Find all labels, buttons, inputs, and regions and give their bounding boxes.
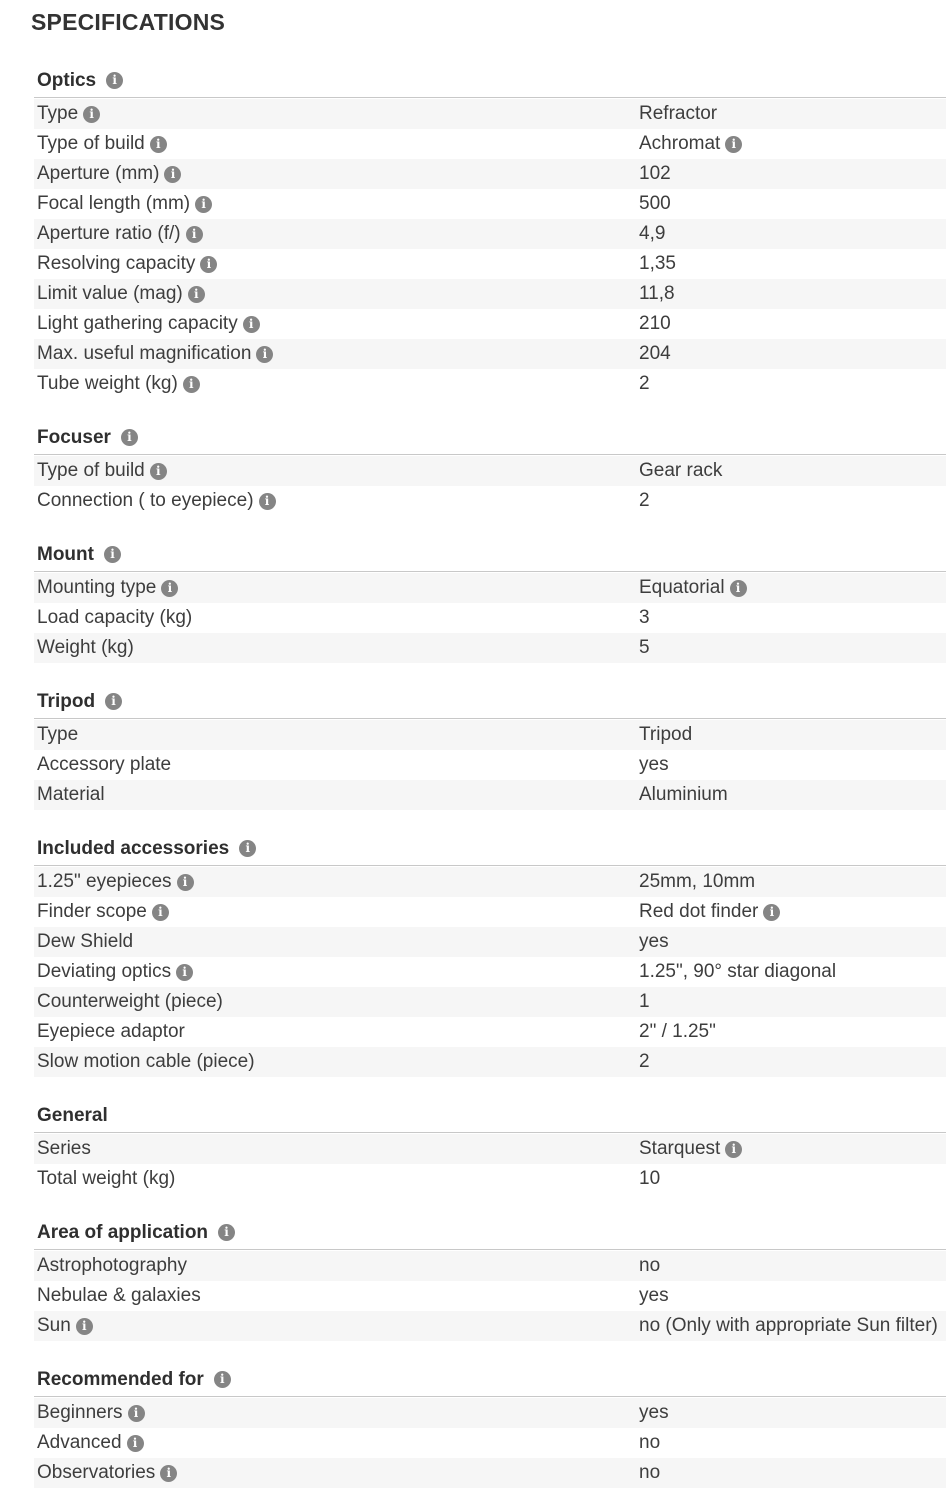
spec-label (34, 991, 639, 1013)
section-gap (34, 399, 946, 421)
spec-label-text: Astrophotography (37, 1255, 187, 1276)
section-title: Optics (37, 69, 97, 91)
section-rows (34, 455, 946, 516)
info-icon[interactable]: i (725, 136, 742, 153)
section-title: Recommended for (37, 1368, 204, 1390)
spec-label-text: Eyepiece adaptor (37, 1021, 185, 1042)
info-icon[interactable]: i (121, 429, 138, 446)
spec-row (34, 867, 946, 897)
info-icon[interactable]: i (160, 1465, 177, 1482)
spec-section (34, 685, 946, 810)
spec-label-text: Load capacity (kg) (37, 607, 193, 628)
spec-label-text: Type (37, 103, 79, 124)
spec-row (34, 1281, 946, 1311)
spec-label (34, 223, 639, 245)
spec-label-text: 1.25" eyepieces (37, 871, 172, 892)
info-icon[interactable]: i (127, 1435, 144, 1452)
spec-value (639, 283, 946, 305)
spec-row (34, 603, 946, 633)
spec-label-text: Aperture ratio (f/) (37, 223, 181, 244)
info-icon[interactable]: i (164, 166, 181, 183)
spec-section (34, 421, 946, 516)
spec-value (639, 193, 946, 215)
spec-row (34, 1164, 946, 1194)
spec-label-text: Max. useful magnification (37, 343, 252, 364)
section-title: Included accessories (37, 837, 230, 859)
spec-value (639, 313, 946, 335)
spec-row (34, 456, 946, 486)
spec-row (34, 1017, 946, 1047)
spec-value (639, 931, 946, 953)
spec-label (34, 283, 639, 305)
spec-value (639, 1168, 946, 1190)
spec-label (34, 1255, 639, 1277)
spec-label-text: Weight (kg) (37, 637, 134, 658)
spec-value (639, 961, 946, 983)
spec-value-text: 500 (639, 193, 671, 214)
spec-label (34, 577, 639, 599)
spec-row (34, 339, 946, 369)
spec-label (34, 961, 639, 983)
section-rows (34, 1133, 946, 1194)
info-icon[interactable]: i (150, 463, 167, 480)
section-rows (34, 719, 946, 810)
spec-value (639, 373, 946, 395)
section-header (34, 685, 946, 719)
spec-row (34, 1134, 946, 1164)
spec-label-text: Total weight (kg) (37, 1168, 176, 1189)
spec-row (34, 1398, 946, 1428)
spec-label-text: Limit value (mag) (37, 283, 183, 304)
spec-row (34, 927, 946, 957)
section-header (34, 832, 946, 866)
spec-row (34, 1311, 946, 1341)
spec-value-text: Red dot finder (639, 901, 759, 922)
spec-value (639, 871, 946, 893)
spec-value (639, 1462, 946, 1484)
spec-label-text: Sun (37, 1315, 71, 1336)
section-header (34, 64, 946, 98)
spec-value (639, 1051, 946, 1073)
spec-label (34, 253, 639, 275)
spec-value-text: yes (639, 754, 669, 775)
info-icon[interactable]: i (256, 346, 273, 363)
spec-value-text: Tripod (639, 724, 693, 745)
spec-row (34, 1047, 946, 1077)
section-gap (34, 663, 946, 685)
spec-value-text: 1 (639, 991, 650, 1012)
spec-value (639, 1315, 946, 1337)
info-icon[interactable]: i (218, 1224, 235, 1241)
info-icon[interactable]: i (259, 493, 276, 510)
spec-label (34, 607, 639, 629)
spec-section (34, 832, 946, 1077)
section-title: Mount (37, 543, 94, 565)
spec-label-text: Slow motion cable (piece) (37, 1051, 255, 1072)
spec-label (34, 460, 639, 482)
spec-value (639, 490, 946, 512)
spec-value (639, 253, 946, 275)
info-icon[interactable]: i (239, 840, 256, 857)
spec-label (34, 1168, 639, 1190)
info-icon[interactable]: i (730, 580, 747, 597)
info-icon[interactable]: i (763, 904, 780, 921)
section-rows (34, 1250, 946, 1341)
section-header (34, 421, 946, 455)
section-title: Focuser (37, 426, 111, 448)
spec-label (34, 1021, 639, 1043)
spec-value-text: 3 (639, 607, 650, 628)
spec-label (34, 784, 639, 806)
spec-value (639, 784, 946, 806)
spec-value-text: Aluminium (639, 784, 728, 805)
spec-label-text: Deviating optics (37, 961, 172, 982)
spec-label (34, 871, 639, 893)
spec-row (34, 633, 946, 663)
spec-label (34, 313, 639, 335)
spec-value (639, 607, 946, 629)
info-icon[interactable]: i (177, 874, 194, 891)
spec-label (34, 343, 639, 365)
spec-section (34, 538, 946, 663)
spec-label (34, 931, 639, 953)
spec-label-text: Tube weight (kg) (37, 373, 178, 394)
section-title: General (37, 1104, 108, 1126)
spec-value (639, 460, 946, 482)
info-icon[interactable]: i (214, 1371, 231, 1388)
spec-value-text: 5 (639, 637, 650, 658)
section-header (34, 538, 946, 572)
section-gap (34, 516, 946, 538)
spec-value-text: 102 (639, 163, 671, 184)
section-title: Area of application (37, 1221, 209, 1243)
spec-row (34, 189, 946, 219)
info-icon[interactable]: i (104, 546, 121, 563)
info-icon[interactable]: i (195, 196, 212, 213)
spec-label (34, 490, 639, 512)
spec-value (639, 724, 946, 746)
spec-label-text: Advanced (37, 1432, 122, 1453)
spec-label (34, 133, 639, 155)
spec-row (34, 159, 946, 189)
spec-label-text: Beginners (37, 1402, 123, 1423)
spec-value-text: 4,9 (639, 223, 666, 244)
spec-value (639, 163, 946, 185)
spec-value (639, 223, 946, 245)
spec-value-text: 2 (639, 490, 650, 511)
spec-value-text: yes (639, 1402, 669, 1423)
spec-row (34, 486, 946, 516)
spec-label-text: Observatories (37, 1462, 156, 1483)
section-rows (34, 1397, 946, 1488)
info-icon[interactable]: i (83, 106, 100, 123)
info-icon[interactable]: i (725, 1141, 742, 1158)
spec-label-text: Dew Shield (37, 931, 134, 952)
section-title: Tripod (37, 690, 96, 712)
spec-label-text: Finder scope (37, 901, 147, 922)
section-gap (34, 810, 946, 832)
spec-label-text: Counterweight (piece) (37, 991, 223, 1012)
spec-row (34, 987, 946, 1017)
spec-label (34, 1138, 639, 1160)
section-gap (34, 1077, 946, 1099)
spec-value-text: 1.25", 90° star diagonal (639, 961, 837, 982)
spec-value (639, 103, 946, 125)
spec-row (34, 957, 946, 987)
info-icon[interactable]: i (161, 580, 178, 597)
info-icon[interactable]: i (243, 316, 260, 333)
spec-value (639, 577, 946, 599)
spec-value (639, 343, 946, 365)
spec-label-text: Type (37, 724, 79, 745)
spec-label (34, 754, 639, 776)
info-icon[interactable]: i (128, 1405, 145, 1422)
spec-label-text: Focal length (mm) (37, 193, 191, 214)
spec-value-text: 2 (639, 1051, 650, 1072)
section-gap (34, 1341, 946, 1363)
spec-label (34, 1402, 639, 1424)
spec-section (34, 64, 946, 399)
spec-row (34, 249, 946, 279)
spec-label (34, 1432, 639, 1454)
spec-section (34, 1099, 946, 1194)
section-rows (34, 572, 946, 663)
spec-label (34, 1285, 639, 1307)
spec-value-text: Starquest (639, 1138, 721, 1159)
spec-value-text: 204 (639, 343, 671, 364)
spec-label-text: Type of build (37, 133, 145, 154)
spec-value-text: no (Only with appropriate Sun filter) (639, 1315, 938, 1336)
spec-value-text: 1,35 (639, 253, 676, 274)
info-icon[interactable]: i (183, 376, 200, 393)
spec-label-text: Aperture (mm) (37, 163, 160, 184)
info-icon[interactable]: i (76, 1318, 93, 1335)
spec-label-text: Mounting type (37, 577, 157, 598)
spec-value (639, 1021, 946, 1043)
spec-value (639, 133, 946, 155)
spec-value-text: yes (639, 1285, 669, 1306)
spec-label-text: Type of build (37, 460, 145, 481)
spec-label (34, 901, 639, 923)
spec-value-text: 2 (639, 373, 650, 394)
spec-label (34, 1315, 639, 1337)
spec-row (34, 369, 946, 399)
spec-value (639, 1255, 946, 1277)
spec-value (639, 1138, 946, 1160)
spec-value-text: 2" / 1.25" (639, 1021, 716, 1042)
spec-label (34, 163, 639, 185)
spec-value-text: 11,8 (639, 283, 675, 304)
spec-value (639, 991, 946, 1013)
spec-value-text: 25mm, 10mm (639, 871, 756, 892)
section-rows (34, 866, 946, 1077)
spec-value-text: 10 (639, 1168, 661, 1189)
spec-value (639, 1285, 946, 1307)
spec-value (639, 637, 946, 659)
info-icon[interactable]: i (105, 693, 122, 710)
spec-value-text: Gear rack (639, 460, 723, 481)
spec-label-text: Light gathering capacity (37, 313, 238, 334)
spec-label (34, 637, 639, 659)
spec-row (34, 1251, 946, 1281)
section-header (34, 1363, 946, 1397)
spec-section (34, 1363, 946, 1488)
spec-row (34, 129, 946, 159)
spec-row (34, 1428, 946, 1458)
section-gap (34, 1194, 946, 1216)
specifications-table (34, 64, 946, 1488)
info-icon[interactable]: i (106, 72, 123, 89)
spec-row (34, 897, 946, 927)
spec-row (34, 750, 946, 780)
section-header (34, 1099, 946, 1133)
spec-value (639, 901, 946, 923)
spec-label-text: Resolving capacity (37, 253, 196, 274)
spec-label (34, 1462, 639, 1484)
info-icon[interactable]: i (150, 136, 167, 153)
info-icon[interactable]: i (200, 256, 217, 273)
info-icon[interactable]: i (176, 964, 193, 981)
spec-section (34, 1216, 946, 1341)
spec-label-text: Accessory plate (37, 754, 172, 775)
spec-value-text: no (639, 1432, 661, 1453)
spec-row (34, 780, 946, 810)
spec-row (34, 219, 946, 249)
spec-row (34, 99, 946, 129)
spec-value (639, 754, 946, 776)
spec-value (639, 1432, 946, 1454)
spec-label (34, 724, 639, 746)
spec-value (639, 1402, 946, 1424)
info-icon[interactable]: i (188, 286, 205, 303)
spec-row (34, 720, 946, 750)
spec-label (34, 1051, 639, 1073)
spec-label-text: Nebulae & galaxies (37, 1285, 201, 1306)
spec-label-text: Series (37, 1138, 91, 1159)
spec-label-text: Material (37, 784, 105, 805)
spec-label (34, 193, 639, 215)
info-icon[interactable]: i (186, 226, 203, 243)
spec-row (34, 309, 946, 339)
spec-value-text: no (639, 1462, 661, 1483)
spec-row (34, 279, 946, 309)
spec-value-text: Equatorial (639, 577, 725, 598)
spec-value-text: 210 (639, 313, 671, 334)
spec-value-text: yes (639, 931, 669, 952)
spec-label (34, 103, 639, 125)
section-rows (34, 98, 946, 399)
spec-row (34, 573, 946, 603)
section-header (34, 1216, 946, 1250)
spec-label-text: Connection ( to eyepiece) (37, 490, 254, 511)
spec-value-text: no (639, 1255, 661, 1276)
spec-value-text: Refractor (639, 103, 718, 124)
spec-label (34, 373, 639, 395)
page-title: SPECIFICATIONS (31, 9, 226, 35)
spec-value-text: Achromat (639, 133, 721, 154)
info-icon[interactable]: i (152, 904, 169, 921)
